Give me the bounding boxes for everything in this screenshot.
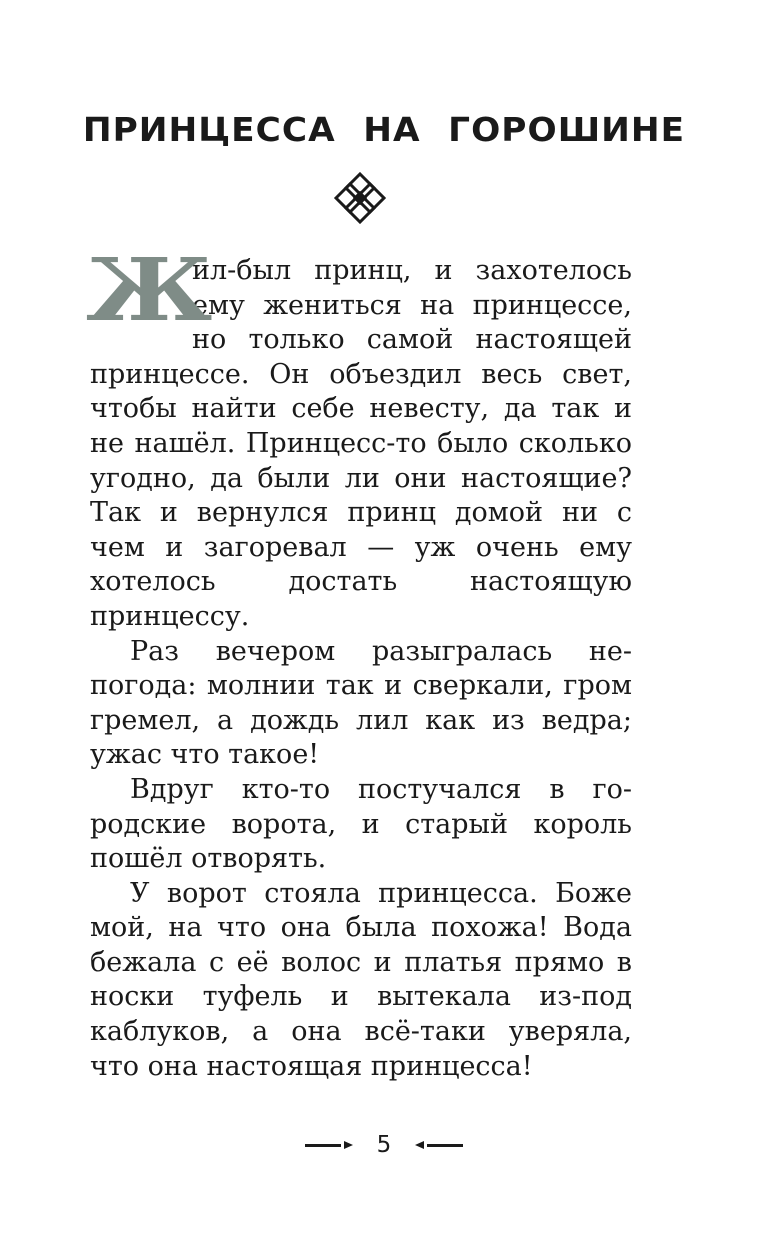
paragraph-1-text: ил-был принц, и захотелось ему жениться на принцессе, но только самой настоящей принцессе. Он объездил весь свет, чтобы найти себе невесту, да так и не нашёл. Принцесс-то было сколько угодно, да были ли они настоящие? Так и вернулся принц домой ни с чем и загоревал — уж очень ему хотелось достать настоящую принцессу. <box>90 255 632 632</box>
drop-cap: Ж <box>86 240 213 341</box>
paragraph-1 <box>86 240 632 635</box>
paragraph-2: Раз вечером разыгралась непогода: молнии так и сверкали, гром гремел, а дождь лил как из ведра; ужас что такое! <box>90 635 632 771</box>
footer-rule-right <box>427 1144 463 1147</box>
chapter-title: ПРИНЦЕССА НА ГОРОШИНЕ <box>82 110 686 149</box>
page-number: 5 <box>376 1132 392 1158</box>
page-number-footer <box>0 1132 768 1158</box>
paragraph-4: У ворот стояла принцесса. Боже мой, на что она была похожа! Вода бежала с её волос и платья прямо в носки туфель и вытекала из-под каблуков, а она всё-таки уверяла, что она настоящая принцесса! <box>90 877 632 1082</box>
footer-rule-left <box>305 1144 341 1147</box>
story-text <box>86 240 632 1084</box>
arrow-right-icon <box>344 1141 353 1149</box>
arrow-left-icon <box>415 1141 424 1149</box>
paragraph-3: Вдруг кто-то постучался в городские ворота, и старый король пошёл отворять. <box>90 773 632 875</box>
diamond-knot-ornament-icon <box>334 172 386 224</box>
